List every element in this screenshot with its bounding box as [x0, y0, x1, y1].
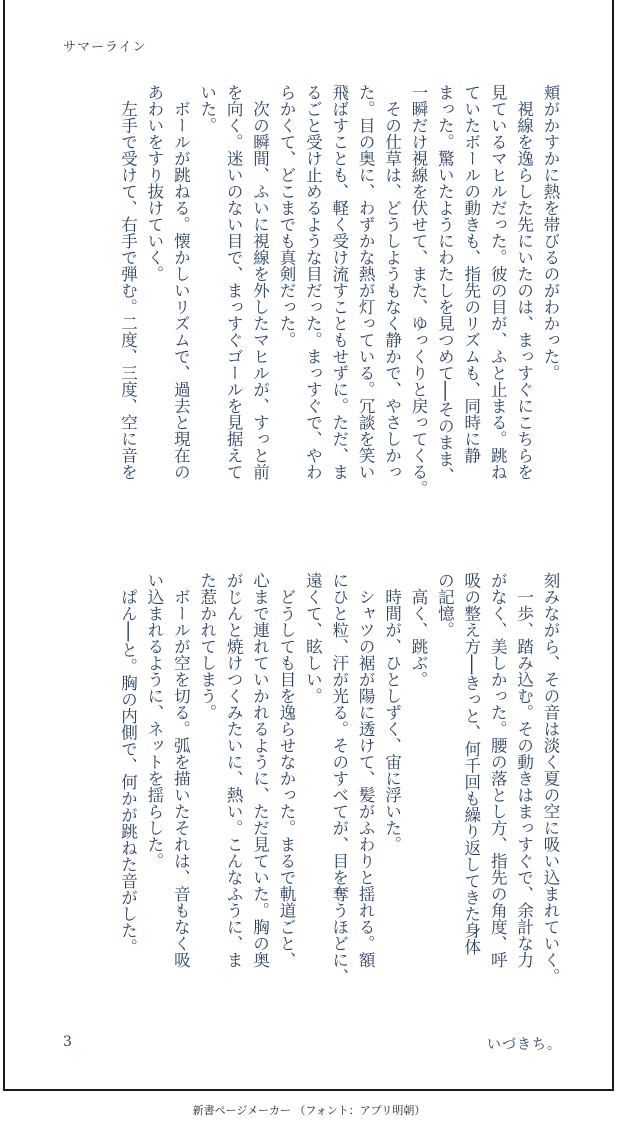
text-line: にひと粒、汗が光る。そのすべてが、目を奪うほどに、	[329, 572, 349, 985]
text-line: の記憶。	[435, 572, 455, 638]
text-line: 頬がかすかに熱を帯びるのがわかった。	[541, 84, 560, 381]
text-line: ぱん──と。胸の内側で、何かが跳ねた音がした。	[118, 572, 138, 955]
text-line: 刻みながら、その音は淡く夏の空に吸い込まれていく。	[541, 572, 560, 985]
lower-text-block	[61, 572, 563, 988]
text-line: がなく、美しかった。腰の落とし方、指先の角度、呼	[488, 572, 508, 968]
text-line: ボールが空を切る。弧を描いたそれは、音もなく吸	[171, 572, 191, 968]
text-line: い込まれるように、ネットを揺らした。	[144, 572, 164, 869]
text-line: いた。	[197, 84, 217, 134]
author-name: いづきち。	[487, 1037, 562, 1053]
generator-credit: 新書ページメーカー （フォント：アプリ明朝）	[192, 1104, 426, 1117]
page-number: 3	[63, 1034, 72, 1050]
text-line: 高く、跳ぶ。	[408, 572, 428, 688]
text-line: 飛ばすことも、軽く受け流すこともせずに。ただ、ま	[329, 84, 349, 480]
text-line: 視線を逸らした先にいたのは、まっすぐにこちらを	[514, 84, 534, 480]
text-line: 左手で受けて、右手で弾む。二度、三度、空に音を	[118, 84, 138, 480]
text-line: その仕草は、どうしようもなく静かで、やさしかっ	[382, 84, 402, 480]
text-line: 一歩、踏み込む。その動きはまっすぐで、余計な力	[514, 572, 534, 968]
text-line: ボールが跳ねる。懐かしいリズムで、過去と現在の	[171, 84, 191, 480]
page-header-title: サマーライン	[63, 40, 147, 55]
text-line: がじんと焼けつくみたいに、熱い。こんなふうに、ま	[224, 572, 244, 968]
text-line: 次の瞬間、ふいに視線を外したマヒルが、すっと前	[250, 84, 270, 480]
text-line: 吸の整え方──きっと、何千回も繰り返してきた身体	[461, 572, 481, 955]
text-line: シャツの裾が陽に透けて、髪がふわりと揺れる。額	[356, 572, 376, 968]
text-line: た惹かれてしまう。	[197, 572, 217, 721]
text-line: 見ているマヒルだった。彼の目が、ふと止まる。跳ね	[488, 84, 508, 480]
text-line: た。目の奥に、わずかな熱が灯っている。冗談を笑い	[356, 84, 376, 480]
text-line: ていたボールの動きも、指先のリズムも、同時に静	[461, 84, 481, 464]
text-line: どうしても目を逸らせなかった。まるで軌道ごと、	[276, 572, 296, 968]
text-line: あわいをすり抜けていく。	[144, 84, 164, 282]
text-line: らかくて、どこまでも真剣だった。	[276, 84, 296, 348]
text-line: を向く。迷いのない目で、まっすぐゴールを見据えて	[224, 84, 244, 480]
text-line: 遠くて、眩しい。	[303, 572, 323, 704]
book-page	[3, 0, 614, 1091]
text-line: 一瞬だけ視線を伏せて、また、ゆっくりと戻ってくる。	[408, 84, 428, 497]
text-line: まった。驚いたようにわたしを見つめて──そのまま、	[435, 84, 455, 484]
text-line: るごと受け止めるような目だった。まっすぐで、やわ	[303, 84, 323, 480]
upper-text-block	[61, 84, 563, 530]
text-line: 時間が、ひとしずく、宙に浮いた。	[382, 572, 402, 853]
text-line: 心まで連れていかれるように、ただ見ていた。胸の奥	[250, 572, 270, 968]
